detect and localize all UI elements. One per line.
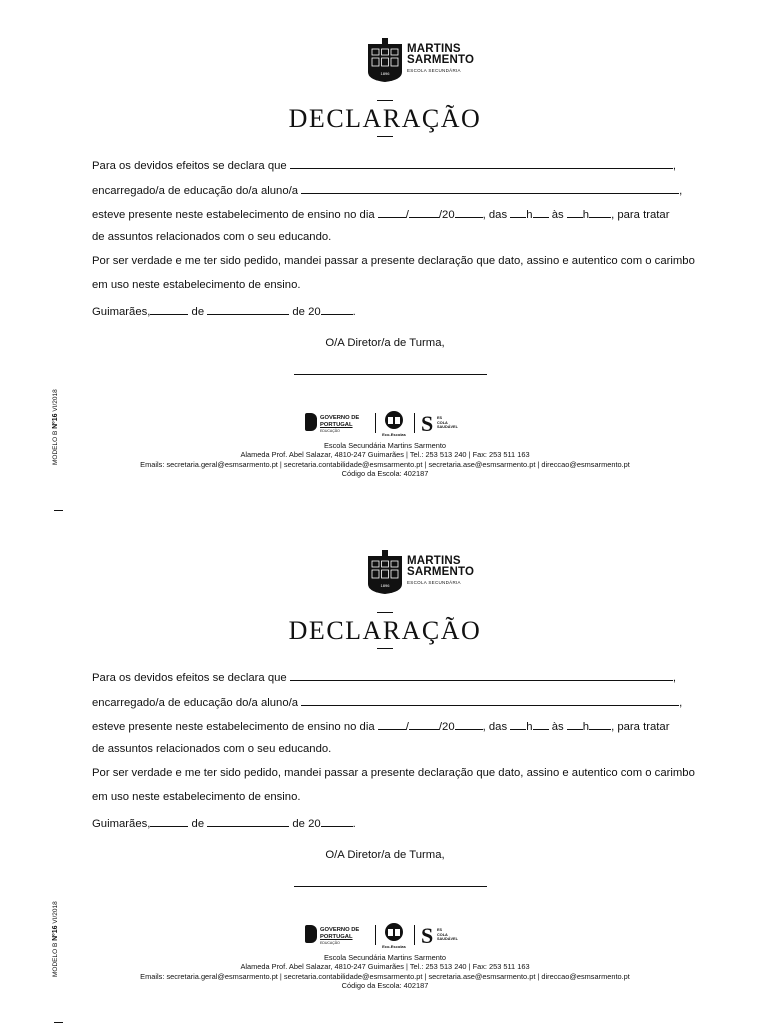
place-text: Guimarães, [92,818,151,830]
as-text: às [551,209,564,221]
logo-name [407,556,474,578]
end-minute-blank[interactable] [589,206,611,218]
place-text: Guimarães, [92,306,151,318]
gov-sub: EDUCAÇÃO [320,429,340,433]
svg-text:S: S [421,411,434,435]
end-hour-blank[interactable] [567,206,583,218]
model-prefix: MODELO B [52,942,59,977]
comma: , [679,185,683,197]
year-prefix: /20 [438,209,455,221]
logo-divider [375,925,376,945]
body-line-1 [92,669,676,684]
start-minute-blank[interactable] [533,206,549,218]
eco-escolas-icon [381,411,407,433]
day-blank[interactable] [378,206,406,218]
declare-text: Para os devidos efeitos se declara que [92,672,287,684]
school-logo [367,546,477,598]
signature-line[interactable] [294,374,487,375]
title-rule-top [377,612,393,613]
das-text: , das [482,209,508,221]
date-day-blank[interactable] [150,303,188,315]
purpose-text: , para tratar [611,721,670,733]
start-minute-blank[interactable] [533,718,549,730]
student-blank[interactable] [301,694,679,706]
body-line-1 [92,157,676,172]
director-label: O/A Diretor/a de Turma, [325,337,445,349]
de-text: de [191,818,205,830]
place-date-line [92,303,356,318]
logo-name-line1: MARTINS [407,555,461,567]
logo-year: 1896 [380,583,390,588]
director-label: O/A Diretor/a de Turma, [325,849,445,861]
model-suffix: VI/2018 [52,389,59,412]
footer-address: Alameda Prof. Abel Salazar, 4810-247 Guimarães | Tel.: 253 513 240 | Fax: 253 511 163 [240,962,530,972]
escola-line2: COLA [437,420,448,425]
cut-mark [54,1022,63,1023]
body-line-4: de assuntos relacionados com o seu educando. [92,743,332,755]
name-blank[interactable] [290,669,673,681]
name-blank[interactable] [290,157,673,169]
shield-icon [367,550,403,594]
hour-mark: h [526,209,533,221]
gov-line1: GOVERNO DE [320,415,360,421]
title-rule-bottom [377,648,393,649]
document-title: DECLARAÇÃO [288,104,482,133]
model-suffix: VI/2018 [52,901,59,924]
escola-saudavel-logo [421,411,465,437]
das-text: , das [482,721,508,733]
model-number: Nº16 [52,413,59,429]
month-blank[interactable] [409,718,439,730]
present-text: esteve presente neste estabelecimento de ensino no dia [92,721,375,733]
escola-saudavel-icon [421,923,437,947]
date-slash: / [405,209,409,221]
date-day-blank[interactable] [150,815,188,827]
hour-mark: h [582,721,590,733]
logo-year: 1896 [380,71,390,76]
body-line-3 [92,206,669,221]
date-month-blank[interactable] [207,815,289,827]
gov-sub: EDUCAÇÃO [320,941,340,945]
government-flag-icon [305,413,317,431]
declaration-copy [0,512,770,1024]
logo-divider [414,925,415,945]
period: . [352,818,356,830]
date-year-blank[interactable] [321,303,353,315]
escola-line1: ES [437,928,443,932]
logo-name-line2: SARMENTO [407,566,475,578]
logo-divider [375,413,376,433]
body-line-3 [92,718,669,733]
period: . [352,306,356,318]
end-minute-blank[interactable] [589,718,611,730]
body-line-6: em uso neste estabelecimento de ensino. [92,791,301,803]
declare-text: Para os devidos efeitos se declara que [92,160,287,172]
eco-escolas-label: Eco-Escolas [382,432,406,437]
footer-address: Alameda Prof. Abel Salazar, 4810-247 Guimarães | Tel.: 253 513 240 | Fax: 253 511 163 [240,450,530,460]
school-footer [0,953,770,990]
as-text: às [551,721,564,733]
place-date-line [92,815,356,830]
escola-line3: SAUDÁVEL [437,425,458,429]
eco-escolas-label: Eco-Escolas [382,944,406,949]
gov-line2: PORTUGAL [320,421,353,428]
escola-saudavel-icon [421,411,437,435]
cut-mark [54,510,63,511]
government-logo [305,923,373,947]
footer-emails: Emails: secretaria.geral@esmsarmento.pt | secretaria.contabilidade@esmsarmento.pt | secretaria.ase@esmsarmento.pt | direccao@esmsarmento.pt [140,459,630,469]
body-line-5: Por ser verdade e me ter sido pedido, mandei passar a presente declaração que dato, assino e autentico com o carimbo [92,255,695,267]
end-hour-blank[interactable] [567,718,583,730]
date-month-blank[interactable] [207,303,289,315]
model-number: Nº16 [52,925,59,941]
document-title: DECLARAÇÃO [288,616,482,645]
logo-divider [414,413,415,433]
footer-emails: Emails: secretaria.geral@esmsarmento.pt | secretaria.contabilidade@esmsarmento.pt | secretaria.ase@esmsarmento.pt | direccao@esmsarmento.pt [140,971,630,981]
start-hour-blank[interactable] [510,206,526,218]
logo-subtitle: ESCOLA SECUNDÁRIA [407,580,461,585]
logo-name [407,44,474,66]
year-blank[interactable] [455,206,483,218]
logo-name-line1: MARTINS [407,43,461,55]
shield-icon [367,38,403,82]
gov-line2: PORTUGAL [320,933,353,940]
escola-line1: ES [437,416,443,420]
escola-line2: COLA [437,932,448,937]
body-line-5: Por ser verdade e me ter sido pedido, mandei passar a presente declaração que dato, assino e autentico com o carimbo [92,767,695,779]
footer-school: Escola Secundária Martins Sarmento [323,953,446,962]
logo-name-line2: SARMENTO [407,54,475,66]
title-rule-top [377,100,393,101]
start-hour-blank[interactable] [510,718,526,730]
svg-text:S: S [421,923,434,947]
government-flag-icon [305,925,317,943]
footer-code: Código da Escola: 402187 [341,468,429,478]
school-logo [367,34,477,86]
government-logo [305,411,373,435]
year-prefix: /20 [438,721,455,733]
eco-escolas-logo [381,923,407,949]
title-rule-bottom [377,136,393,137]
de20-text: de 20 [292,818,321,830]
present-text: esteve presente neste estabelecimento de ensino no dia [92,209,375,221]
body-line-2 [92,694,682,709]
year-blank[interactable] [455,718,483,730]
escola-saudavel-logo [421,923,465,949]
purpose-text: , para tratar [611,209,670,221]
month-blank[interactable] [409,206,439,218]
model-prefix: MODELO B [52,430,59,465]
hour-mark: h [582,209,590,221]
comma: , [672,672,676,684]
guardian-text: encarregado/a de educação do/a aluno/a [92,697,299,709]
guardian-text: encarregado/a de educação do/a aluno/a [92,185,299,197]
eco-escolas-logo [381,411,407,437]
comma: , [679,697,683,709]
escola-line3: SAUDÁVEL [437,937,458,941]
school-footer [0,441,770,478]
body-line-2 [92,182,682,197]
body-line-6: em uso neste estabelecimento de ensino. [92,279,301,291]
footer-code: Código da Escola: 402187 [341,980,429,990]
footer-school: Escola Secundária Martins Sarmento [323,441,446,450]
student-blank[interactable] [301,182,679,194]
hour-mark: h [526,721,533,733]
comma: , [672,160,676,172]
gov-line1: GOVERNO DE [320,927,360,933]
signature-line[interactable] [294,886,487,887]
body-line-4: de assuntos relacionados com o seu educando. [92,231,332,243]
de20-text: de 20 [292,306,321,318]
date-slash: / [405,721,409,733]
de-text: de [191,306,205,318]
day-blank[interactable] [378,718,406,730]
logo-subtitle: ESCOLA SECUNDÁRIA [407,68,461,73]
date-year-blank[interactable] [321,815,353,827]
eco-escolas-icon [381,923,407,945]
